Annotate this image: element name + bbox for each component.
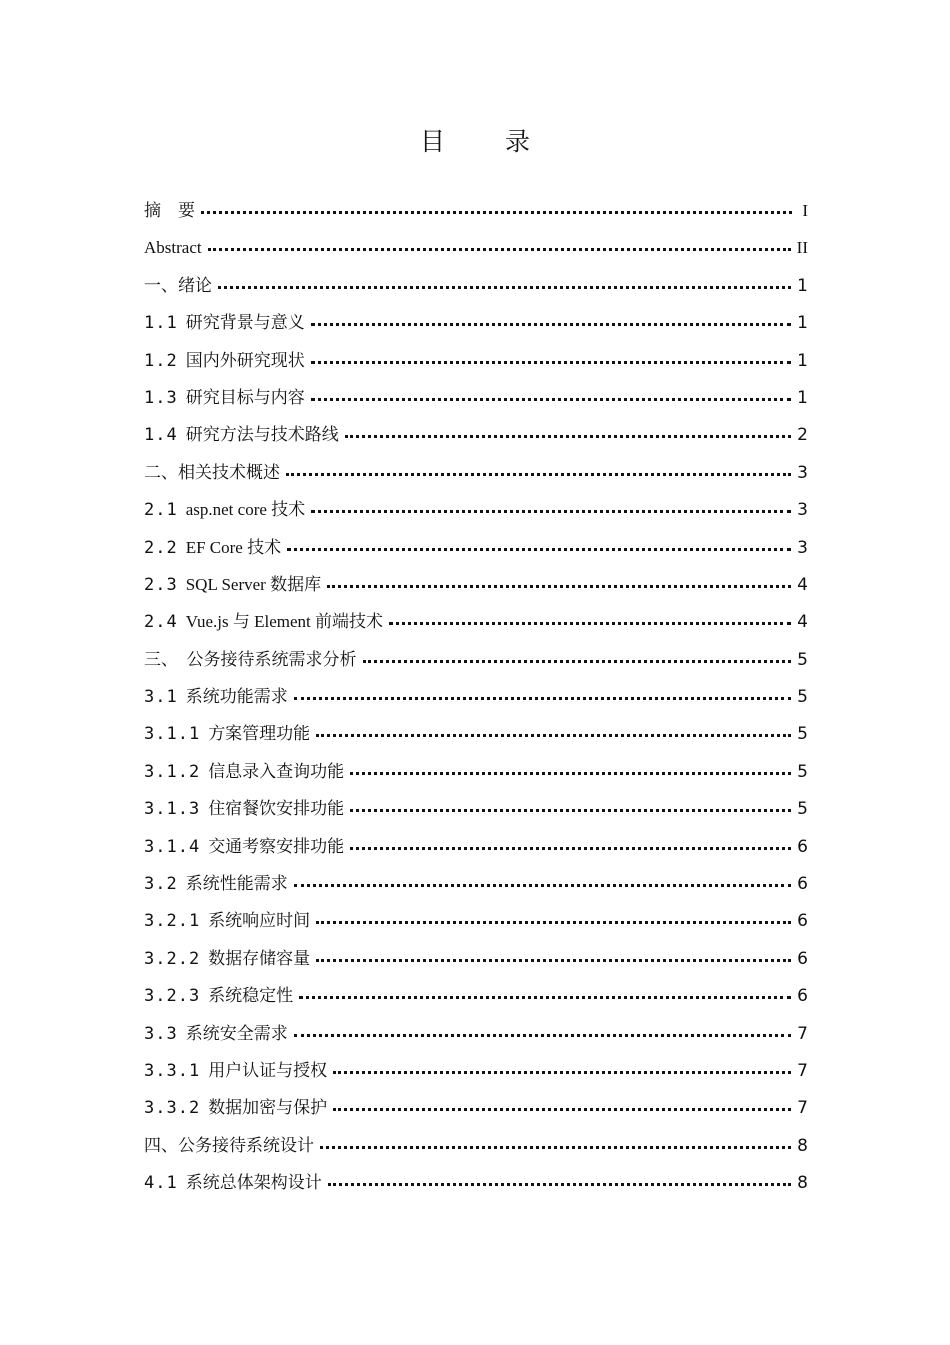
toc-entry-text: 系统响应时间 (208, 911, 311, 932)
toc-entry[interactable] (144, 1093, 808, 1130)
toc-leader-dots (218, 269, 791, 289)
toc-entry-text: 研究方法与技术路线 (185, 425, 339, 446)
toc-page-number: I (802, 201, 808, 220)
toc-entry-number: 3.1 (144, 687, 178, 708)
toc-entry-label (144, 271, 216, 296)
toc-entry-number: 3.2.1 (144, 911, 201, 932)
toc-entry-text: 数据存储容量 (208, 948, 311, 969)
toc-leader-dots (350, 792, 791, 812)
toc-entry-text: 用户认证与授权 (208, 1060, 328, 1081)
toc-entry-text: 一、绪论 (144, 275, 212, 296)
toc-entry-text: asp.net core 技术 (185, 500, 306, 520)
toc-entry[interactable] (144, 533, 808, 570)
toc-entry-number: 2.1 (144, 500, 178, 521)
toc-entry-text: 系统总体架构设计 (185, 1173, 322, 1194)
toc-entry[interactable] (144, 458, 808, 495)
toc-entry-number: 3.3.2 (144, 1098, 201, 1119)
toc-leader-dots (201, 194, 792, 214)
toc-entry-label (144, 1056, 331, 1081)
toc-entry-label (144, 719, 314, 744)
toc-entry-label (144, 794, 348, 819)
toc-entry[interactable] (144, 1019, 808, 1056)
toc-entry-text: 摘 要 (144, 201, 195, 221)
toc-leader-dots (316, 717, 791, 737)
toc-leader-dots (287, 531, 791, 551)
toc-leader-dots (311, 381, 791, 401)
toc-entry-number: 3.1.3 (144, 799, 201, 820)
toc-leader-dots (345, 418, 791, 438)
toc-entry-text: SQL Server 数据库 (185, 574, 322, 594)
toc-leader-dots (333, 1091, 791, 1111)
toc-leader-dots (363, 643, 792, 663)
toc-entry-label (144, 308, 309, 333)
toc-page-number: 1 (797, 275, 808, 296)
toc-entry-text: 系统稳定性 (208, 986, 294, 1007)
toc-page-number: 6 (797, 836, 808, 857)
toc-entry[interactable] (144, 233, 808, 270)
toc-entry-label (144, 869, 292, 894)
toc-entry-label (144, 645, 361, 670)
toc-leader-dots (316, 942, 791, 962)
toc-entry-number: 3.1.2 (144, 761, 201, 782)
toc-entry-label (144, 1019, 292, 1044)
toc-leader-dots (320, 1129, 791, 1149)
table-of-contents (144, 196, 808, 1206)
toc-leader-dots (294, 1017, 791, 1037)
toc-leader-dots (311, 344, 791, 364)
toc-page-number: 2 (797, 425, 808, 446)
toc-entry[interactable] (144, 981, 808, 1018)
toc-entry[interactable] (144, 308, 808, 345)
toc-entry-label (144, 346, 309, 371)
toc-entry-label (144, 238, 206, 258)
toc-leader-dots (294, 680, 791, 700)
toc-entry-number: 3.3.1 (144, 1060, 201, 1081)
toc-entry[interactable] (144, 271, 808, 308)
toc-page-number: 1 (797, 313, 808, 334)
toc-entry-number: 2.3 (144, 574, 178, 595)
toc-entry-text: 系统性能需求 (185, 874, 288, 895)
toc-entry-label (144, 383, 309, 408)
toc-entry-number: 1.1 (144, 313, 178, 334)
toc-page-number: 7 (797, 1098, 808, 1119)
toc-page-number: 7 (797, 1023, 808, 1044)
toc-entry[interactable] (144, 757, 808, 794)
toc-entry-label (144, 570, 325, 595)
toc-entry-text: Vue.js 与 Element 前端技术 (185, 612, 384, 632)
toc-entry-text: 住宿餐饮安排功能 (208, 799, 345, 820)
toc-page-number: 6 (797, 874, 808, 895)
toc-entry[interactable] (144, 682, 808, 719)
toc-entry-label (144, 906, 314, 931)
toc-page-number: 5 (797, 687, 808, 708)
toc-entry-text: 系统功能需求 (185, 687, 288, 708)
toc-entry-text: 交通考察安排功能 (208, 836, 345, 857)
toc-entry-number: 3.1.4 (144, 836, 201, 857)
toc-entry-text: EF Core 技术 (185, 537, 282, 557)
toc-leader-dots (327, 568, 791, 588)
toc-leader-dots (389, 605, 791, 625)
toc-entry[interactable] (144, 832, 808, 869)
toc-entry[interactable] (144, 495, 808, 532)
toc-entry-number: 3.1.1 (144, 724, 201, 745)
toc-entry[interactable] (144, 346, 808, 383)
toc-entry-number: 3.2.3 (144, 986, 201, 1007)
toc-entry-text: 研究背景与意义 (185, 313, 305, 334)
toc-entry-text: 三、 公务接待系统需求分析 (144, 649, 357, 670)
toc-page-number: 6 (797, 911, 808, 932)
toc-entry-label (144, 607, 387, 632)
toc-leader-dots (311, 306, 791, 326)
toc-entry-label (144, 832, 348, 857)
toc-entry[interactable] (144, 906, 808, 943)
toc-entry-label (144, 1168, 326, 1193)
toc-entry[interactable] (144, 196, 808, 233)
toc-page-number: 1 (797, 387, 808, 408)
toc-entry-label (144, 944, 314, 969)
toc-leader-dots (333, 1054, 791, 1074)
toc-page-number: 8 (797, 1173, 808, 1194)
toc-entry-text: 研究目标与内容 (185, 387, 305, 408)
toc-page-number: 5 (797, 799, 808, 820)
toc-entry-number: 2.4 (144, 612, 178, 633)
toc-entry[interactable] (144, 719, 808, 756)
toc-leader-dots (350, 755, 791, 775)
toc-leader-dots (294, 867, 791, 887)
toc-entry-label (144, 533, 285, 558)
toc-entry-label (144, 682, 292, 707)
toc-page-number: 6 (797, 948, 808, 969)
toc-entry-label (144, 196, 199, 221)
page-title: 目 录 (420, 127, 556, 156)
toc-leader-dots (208, 231, 791, 251)
toc-leader-dots (311, 493, 791, 513)
toc-page-number: 6 (797, 986, 808, 1007)
toc-entry[interactable] (144, 420, 808, 457)
toc-page-number: 3 (797, 500, 808, 521)
toc-entry-text: 四、公务接待系统设计 (144, 1135, 314, 1156)
toc-entry[interactable] (144, 607, 808, 644)
toc-page-number: 3 (797, 537, 808, 558)
toc-entry[interactable] (144, 645, 808, 682)
toc-entry-text: 方案管理功能 (208, 724, 311, 745)
toc-page-number: 5 (797, 761, 808, 782)
toc-entry[interactable] (144, 1131, 808, 1168)
toc-entry-text: 信息录入查询功能 (208, 761, 345, 782)
toc-page-number: 4 (797, 574, 808, 595)
toc-entry-text: 系统安全需求 (185, 1023, 288, 1044)
toc-leader-dots (316, 904, 791, 924)
toc-page-number: 8 (797, 1135, 808, 1156)
toc-entry-number: 1.4 (144, 425, 178, 446)
toc-entry-number: 1.3 (144, 387, 178, 408)
toc-page-number: 4 (797, 612, 808, 633)
toc-leader-dots (350, 830, 791, 850)
toc-entry-number: 3.2 (144, 874, 178, 895)
toc-page-number: II (796, 238, 808, 258)
toc-entry-label (144, 757, 348, 782)
toc-entry[interactable] (144, 869, 808, 906)
toc-page-number: 3 (797, 462, 808, 483)
toc-entry-text: 数据加密与保护 (208, 1098, 328, 1119)
toc-entry[interactable] (144, 383, 808, 420)
toc-entry-label (144, 420, 343, 445)
toc-entry-label (144, 1131, 318, 1156)
toc-entry-number: 3.3 (144, 1023, 178, 1044)
toc-entry-text: 国内外研究现状 (185, 350, 305, 371)
toc-entry-label (144, 981, 297, 1006)
toc-leader-dots (328, 1166, 791, 1186)
toc-entry[interactable] (144, 794, 808, 831)
toc-entry[interactable] (144, 1168, 808, 1205)
toc-entry-label (144, 1093, 331, 1118)
toc-entry-text: Abstract (144, 238, 202, 258)
toc-page-number: 1 (797, 350, 808, 371)
toc-entry-number: 1.2 (144, 350, 178, 371)
toc-page-number: 5 (797, 649, 808, 670)
toc-leader-dots (299, 979, 791, 999)
toc-entry-number: 3.2.2 (144, 948, 201, 969)
toc-entry[interactable] (144, 570, 808, 607)
toc-entry-label (144, 495, 309, 520)
toc-entry[interactable] (144, 944, 808, 981)
toc-entry-label (144, 458, 284, 483)
toc-page-number: 5 (797, 724, 808, 745)
toc-entry-text: 二、相关技术概述 (144, 462, 280, 483)
toc-entry-number: 2.2 (144, 537, 178, 558)
toc-page-number: 7 (797, 1060, 808, 1081)
toc-entry[interactable] (144, 1056, 808, 1093)
toc-leader-dots (286, 456, 791, 476)
toc-entry-number: 4.1 (144, 1173, 178, 1194)
